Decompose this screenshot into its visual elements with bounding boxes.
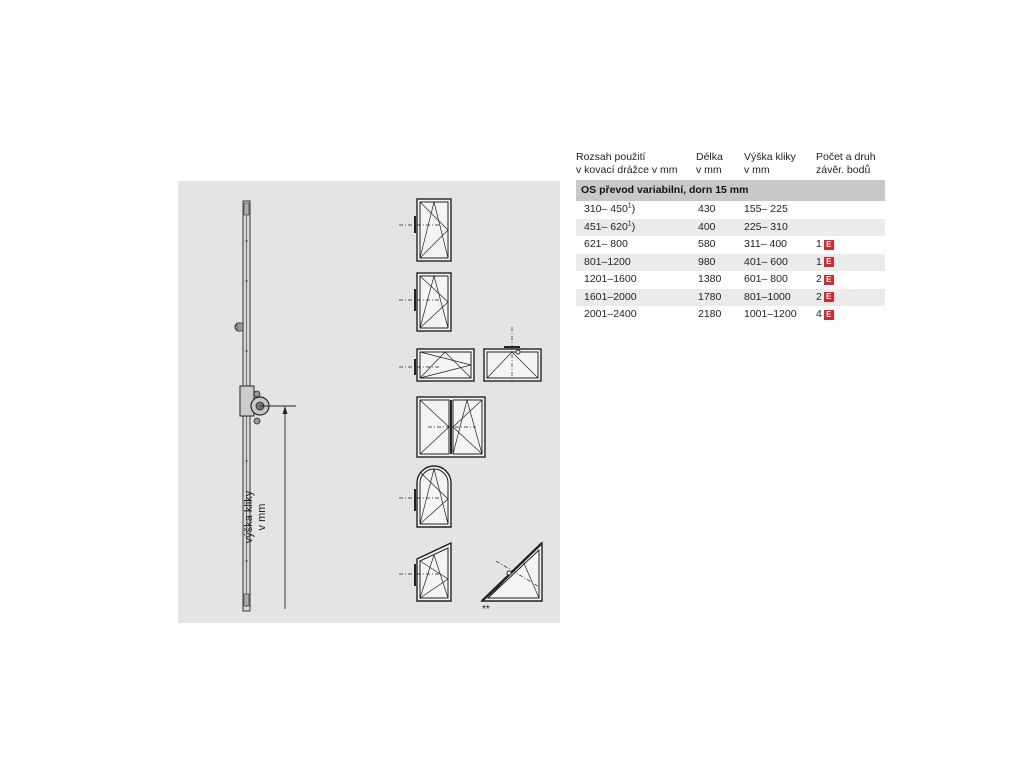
- header-locking-line2: závěr. bodů: [816, 163, 871, 176]
- locking-type-badge: E: [824, 275, 834, 285]
- cell-length: 2180: [698, 308, 722, 320]
- cell-range: [576, 289, 696, 307]
- range-value: 2001–2400: [584, 308, 637, 320]
- cell-length: 1380: [698, 273, 722, 285]
- locking-count: 1: [816, 238, 822, 250]
- section-title: OS převod variabilní, dorn 15 mm: [576, 180, 885, 201]
- range-value: 451– 620: [584, 220, 628, 233]
- table-header: [576, 151, 885, 180]
- locking-count: 4: [816, 308, 822, 320]
- cell-handle-height: 225– 310: [744, 220, 788, 233]
- cell-range: [576, 219, 696, 237]
- header-range: [576, 151, 696, 180]
- window-tilt-turn-medium: [399, 273, 451, 331]
- header-range-line1: Rozsah použití: [576, 151, 646, 163]
- locking-count: 2: [816, 273, 822, 285]
- locking-type-badge: E: [824, 310, 834, 320]
- locking-type-badge: E: [824, 240, 834, 250]
- header-locking-line1: Počet a druh: [816, 151, 876, 163]
- hardware-diagram-panel: [178, 181, 560, 623]
- cell-handle-height: 1001–1200: [744, 308, 797, 320]
- header-range-line2: v kovací drážce v mm: [576, 163, 678, 176]
- header-length: [696, 151, 744, 180]
- range-value: 801–1200: [584, 255, 631, 268]
- footnote-ref: 1: [627, 202, 632, 210]
- cell-range: [576, 236, 696, 254]
- range-value: 621– 800: [584, 238, 628, 250]
- cell-length: 1780: [698, 290, 722, 303]
- cell-range: [576, 306, 696, 324]
- footnote-marker: **: [482, 604, 490, 615]
- window-triangle: [482, 543, 542, 601]
- cell-length: 580: [698, 238, 716, 250]
- range-value: 310– 450: [584, 203, 628, 215]
- cell-length: 430: [698, 203, 716, 215]
- cell-handle-height: 155– 225: [744, 203, 788, 215]
- header-handle-line2: v mm: [744, 163, 770, 176]
- header-length-line2: v mm: [696, 163, 722, 176]
- spec-table: [576, 151, 885, 324]
- cell-handle-height: 401– 600: [744, 255, 788, 268]
- cell-locking: [816, 306, 885, 324]
- window-wide-top-handle: [484, 327, 541, 381]
- cell-locking: [816, 254, 885, 272]
- cell-range: [576, 201, 696, 219]
- range-value: 1201–1600: [584, 273, 637, 285]
- cell-locking: [816, 201, 885, 219]
- window-wide-left: [399, 349, 474, 381]
- table-row: [576, 201, 885, 219]
- locking-count: 2: [816, 290, 822, 303]
- cell-handle-height: 311– 400: [744, 238, 788, 250]
- footnote-ref: 1: [627, 220, 632, 227]
- table-row: [576, 219, 885, 237]
- handle-height-label-line1: výška kliky: [243, 490, 255, 544]
- range-value: 1601–2000: [584, 290, 637, 303]
- footnote-paren: ): [631, 203, 636, 215]
- table-row: [576, 289, 885, 307]
- cell-length: 400: [698, 220, 716, 233]
- window-double-sash: [417, 397, 485, 457]
- locking-count: 1: [816, 255, 822, 268]
- cell-length: 980: [698, 255, 716, 268]
- cell-locking: [816, 236, 885, 254]
- cell-locking: [816, 219, 885, 237]
- table-row: [576, 236, 885, 254]
- handle-height-label-line2: v mm: [256, 503, 268, 531]
- table-body: [576, 201, 885, 324]
- cell-range: [576, 271, 696, 289]
- window-arched: [399, 466, 451, 527]
- cell-locking: [816, 289, 885, 307]
- cell-range: [576, 254, 696, 272]
- footnote-paren: ): [631, 220, 636, 233]
- hardware-diagram: [178, 181, 560, 623]
- cell-handle-height: 801–1000: [744, 290, 791, 303]
- table-row: [576, 254, 885, 272]
- table-row: [576, 306, 885, 324]
- window-raked: [399, 543, 451, 601]
- header-handle-line1: Výška kliky: [744, 151, 796, 163]
- cell-locking: [816, 271, 885, 289]
- header-locking-points: [816, 151, 885, 180]
- header-handle-height: [744, 151, 816, 180]
- handle-height-axis-label: [243, 472, 269, 562]
- locking-type-badge: E: [824, 292, 834, 302]
- table-row: [576, 271, 885, 289]
- window-tilt-turn-tall: [399, 199, 451, 261]
- cell-handle-height: 601– 800: [744, 273, 788, 285]
- header-length-line1: Délka: [696, 151, 723, 163]
- locking-type-badge: E: [824, 257, 834, 267]
